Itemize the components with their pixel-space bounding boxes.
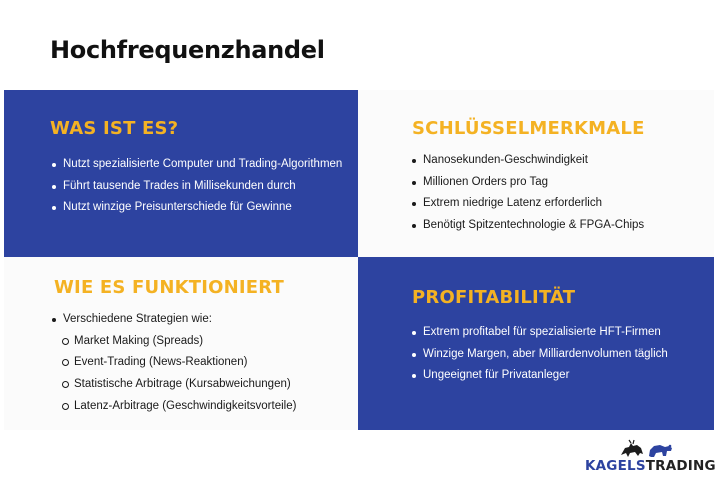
list-item: Millionen Orders pro Tag bbox=[412, 172, 644, 194]
quadrant-heading: WAS IST ES? bbox=[50, 118, 179, 139]
quadrant-profitabilitaet bbox=[358, 257, 714, 430]
quadrant-heading: SCHLÜSSELMERKMALE bbox=[412, 118, 645, 139]
bullet-icon bbox=[412, 331, 416, 335]
bull-bear-icon bbox=[619, 438, 675, 460]
bullet-icon bbox=[412, 202, 416, 206]
quadrant-schluesselmerkmale bbox=[358, 90, 714, 257]
bullet-icon bbox=[412, 181, 416, 185]
page-title: Hochfrequenzhandel bbox=[50, 36, 325, 64]
bullet-list bbox=[412, 150, 644, 237]
bullet-list bbox=[52, 309, 296, 417]
circle-bullet-icon bbox=[62, 381, 69, 388]
list-subitem: Event-Trading (News-Reaktionen) bbox=[52, 352, 296, 374]
quadrant-was-ist-es bbox=[4, 90, 358, 257]
bullet-list bbox=[412, 322, 668, 387]
quadrant-heading: WIE ES FUNKTIONIERT bbox=[54, 277, 285, 298]
bullet-icon bbox=[52, 185, 56, 189]
circle-bullet-icon bbox=[62, 359, 69, 366]
kagels-trading-logo bbox=[585, 438, 716, 478]
list-subitem: Market Making (Spreads) bbox=[52, 331, 296, 353]
quadrant-wie-es-funktioniert bbox=[4, 257, 358, 430]
list-item: Verschiedene Strategien wie: bbox=[52, 309, 296, 331]
bullet-icon bbox=[412, 224, 416, 228]
logo-wordmark: KAGELSTRADING bbox=[585, 458, 716, 474]
list-item: Nutzt spezialisierte Computer und Trading-Algorithmen bbox=[52, 154, 342, 176]
list-item: Führt tausende Trades in Millisekunden durch bbox=[52, 176, 342, 198]
bullet-icon bbox=[52, 206, 56, 210]
bullet-icon bbox=[52, 163, 56, 167]
list-item: Nutzt winzige Preisunterschiede für Gewinne bbox=[52, 197, 342, 219]
list-item: Nanosekunden-Geschwindigkeit bbox=[412, 150, 644, 172]
bullet-list bbox=[52, 154, 342, 219]
list-item: Extrem profitabel für spezialisierte HFT-Firmen bbox=[412, 322, 668, 344]
list-item: Winzige Margen, aber Milliardenvolumen täglich bbox=[412, 344, 668, 366]
list-item: Extrem niedrige Latenz erforderlich bbox=[412, 193, 644, 215]
quadrant-heading: PROFITABILITÄT bbox=[412, 287, 576, 308]
bullet-icon bbox=[412, 374, 416, 378]
circle-bullet-icon bbox=[62, 403, 69, 410]
bullet-icon bbox=[412, 353, 416, 357]
bullet-icon bbox=[52, 318, 56, 322]
circle-bullet-icon bbox=[62, 338, 69, 345]
list-item: Ungeeignet für Privatanleger bbox=[412, 365, 668, 387]
list-subitem: Latenz-Arbitrage (Geschwindigkeitsvorteile) bbox=[52, 396, 296, 418]
list-item: Benötigt Spitzentechnologie & FPGA-Chips bbox=[412, 215, 644, 237]
bullet-icon bbox=[412, 159, 416, 163]
list-subitem: Statistische Arbitrage (Kursabweichungen) bbox=[52, 374, 296, 396]
